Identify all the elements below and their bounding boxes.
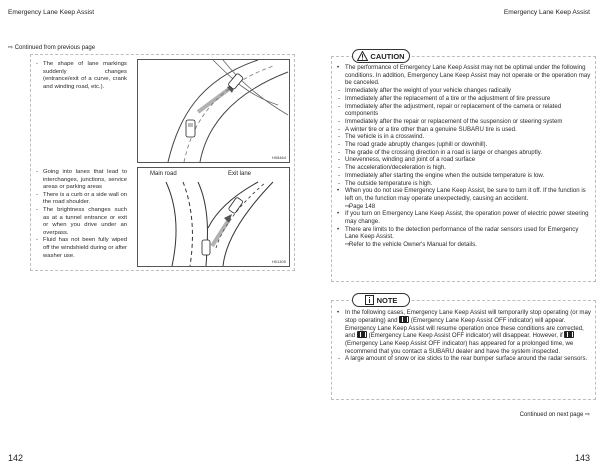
- left-content-box: [30, 54, 295, 271]
- caution-badge: [352, 49, 410, 63]
- page-reference-text: Page 148: [349, 202, 376, 210]
- exit-lane-illustration: [138, 168, 289, 266]
- caution-item: - Immediately after the replacement of a tire or the adjustment of tire pressure: [337, 95, 591, 103]
- caution-item: - The grade of the crossing direction in a road is large or changes abruptly.: [337, 149, 591, 157]
- caution-item: - The acceleration/deceleration is high.: [337, 164, 591, 172]
- note-text-part: In the following cases, Emergency Lane Keep Assist will temporarily stop operating (or may stop operating) and: [345, 309, 591, 324]
- list-item: - Going into lanes that lead to interchanges, junctions, service areas or parking areas: [35, 169, 127, 192]
- note-text-part: (Emergency Lane Keep Assist OFF indicator) has appeared for a prolonged time, we recommend that you contact a SUBARU dealer and have the system inspected.: [345, 340, 574, 355]
- note-text-part: (Emergency Lane Keep Assist OFF indicator) will disappear. However, if: [368, 332, 563, 340]
- warning-triangle-icon: [357, 51, 368, 61]
- caution-item: • When you do not use Emergency Lane Keep Assist, be sure to turn it off. If the function is left on, the function may operate unexpectedly, causing an accident.: [337, 187, 591, 202]
- right-page-number: 143: [574, 453, 590, 463]
- main-road-label: Main road: [150, 171, 177, 177]
- curve-road-figure: [137, 59, 290, 163]
- left-row2-list: [35, 169, 127, 260]
- manual-reference-text: Refer to the vehicle Owner's Manual for details.: [349, 241, 477, 249]
- arrow-right-icon: ⇨: [345, 241, 351, 249]
- lane-keep-off-indicator-icon: [399, 316, 409, 323]
- caution-title: CAUTION: [370, 51, 405, 61]
- caution-box: [331, 51, 596, 282]
- figure-code: H01409: [271, 259, 286, 264]
- curve-road-illustration: [138, 60, 289, 162]
- lane-keep-off-indicator-icon: [564, 331, 574, 338]
- caution-item: - The outside temperature is high.: [337, 180, 591, 188]
- caution-item: - A winter tire or a tire other than a genuine SUBARU tire is used.: [337, 126, 591, 134]
- caution-item: - Immediately after the repair or replacement of the suspension or steering system: [337, 118, 591, 126]
- note-badge: [352, 293, 410, 307]
- note-item: [337, 309, 591, 355]
- caution-item: • There are limits to the detection performance of the radar sensors used for Emergency Lane Keep Assist.: [337, 226, 591, 241]
- left-row1-list: [35, 61, 127, 91]
- left-page-number: 142: [8, 453, 24, 463]
- list-item: - The shape of lane markings suddenly changes (entrance/exit of a curve, crank and winding road, etc.).: [35, 61, 127, 91]
- note-list: [337, 309, 591, 363]
- caution-item: - Immediately after the weight of your vehicle changes radically: [337, 87, 591, 95]
- note-sub-item: - A large amount of snow or ice sticks to the rear bumper surface around the radar sensors.: [337, 355, 591, 363]
- manual-reference: [337, 241, 591, 249]
- note-box: [331, 295, 596, 400]
- list-item: - Fluid has not been fully wiped off the windshield during or after washer use.: [35, 237, 127, 260]
- lane-keep-off-indicator-icon: [357, 331, 367, 338]
- arrow-right-icon: ⇨: [345, 202, 351, 210]
- caution-item: • The performance of Emergency Lane Keep Assist may not be optimal under the following conditions. In addition, Emergency Lane Keep Assist may not operate or the operation may be canceled.: [337, 64, 591, 87]
- left-running-header: Emergency Lane Keep Assist: [8, 9, 95, 16]
- caution-item: - The vehicle is in a crosswind.: [337, 133, 591, 141]
- continued-from-label: ⇨ Continued from previous page: [8, 45, 96, 51]
- note-icon: [365, 295, 374, 305]
- caution-list: [337, 64, 591, 249]
- caution-item: - Immediately after starting the engine when the outside temperature is low.: [337, 172, 591, 180]
- list-item: - There is a curb or a side wall on the road shoulder.: [35, 192, 127, 207]
- note-title: NOTE: [376, 295, 398, 305]
- caution-item: - The road grade abruptly changes (uphill or downhill).: [337, 141, 591, 149]
- caution-item: - Immediately after the adjustment, repair or replacement of the camera or related components: [337, 103, 591, 118]
- exit-lane-figure: [137, 167, 290, 267]
- caution-item: - Unevenness, winding and joint of a road surface: [337, 156, 591, 164]
- figure-code: H08464: [271, 155, 286, 160]
- right-running-header: Emergency Lane Keep Assist: [503, 9, 590, 16]
- page-reference[interactable]: [337, 203, 591, 211]
- continued-next-label: Continued on next page ⇨: [519, 412, 590, 418]
- caution-item: • If you turn on Emergency Lane Keep Assist, the operation power of electric power steering may change.: [337, 210, 591, 225]
- note-text-part: (Emergency Lane Keep Assist OFF indicator) will appear. Emergency Lane Keep Assist will resume operation once these conditions are corrected, and: [345, 316, 584, 340]
- list-item: - The brightness changes such as at a tunnel entrance or exit or when you drive under an overpass.: [35, 207, 127, 237]
- exit-lane-label: Exit lane: [228, 171, 252, 177]
